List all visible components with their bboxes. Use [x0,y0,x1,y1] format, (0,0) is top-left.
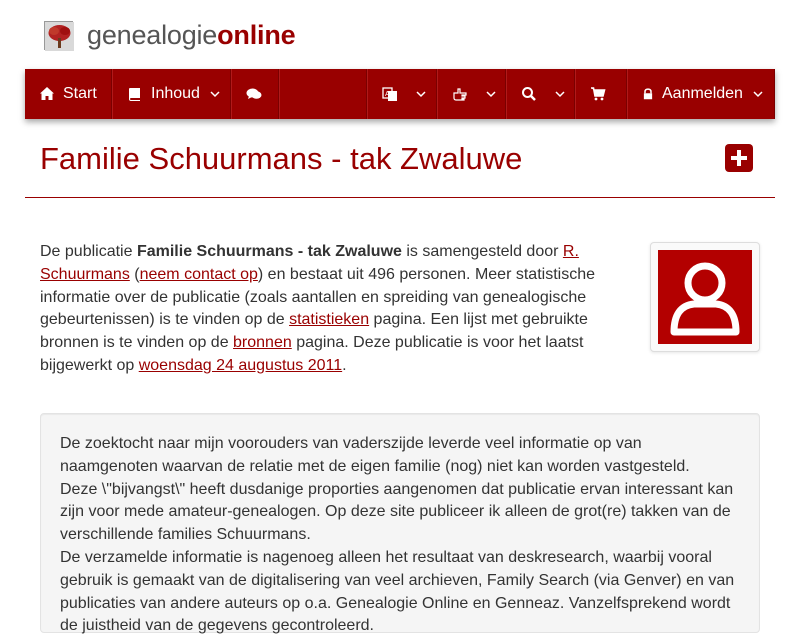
book-icon [127,86,143,102]
main-navbar [25,69,775,119]
intro-text: ) en bestaat uit 496 personen. Meer statistische informatie over de publicatie (zoals aantallen en spreiding van genealogische gebeurtenissen) is te vinden op de [40,265,595,329]
home-icon [39,86,55,102]
author-avatar[interactable] [650,242,760,352]
nav-aanmelden[interactable] [627,69,775,119]
chevron-down-icon [486,89,496,99]
title-divider [25,197,775,198]
svg-text:A: A [385,91,390,98]
logo-text [87,20,295,51]
publication-intro [40,241,610,378]
nav-inhoud[interactable] [112,69,231,119]
shopping-cart-icon [590,86,606,102]
last-updated-link[interactable]: woensdag 24 augustus 2011 [138,356,343,374]
author-link[interactable]: R. Schuurmans [40,243,579,283]
nav-shop[interactable] [575,69,627,119]
intro-text: De publicatie [40,243,137,260]
logo-text-bold: online [217,19,296,50]
user-icon [658,250,752,344]
intro-text: pagina. Een lijst met gebruikte bronnen is te vinden op de [40,311,588,352]
intro-text: is samengesteld door [401,243,563,260]
sources-link[interactable]: bronnen [233,334,292,352]
chevron-down-icon [555,89,565,99]
search-icon [521,86,537,102]
nav-aanmelden-label: Aanmelden [662,85,743,102]
publication-name: Familie Schuurmans - tak Zwaluwe [136,243,402,260]
intro-text: ( [129,265,140,283]
intro-text: . [342,356,347,374]
plus-square-icon[interactable] [725,144,753,172]
chevron-down-icon [210,89,220,99]
page-title: Familie Schuurmans - tak Zwaluwe [40,141,523,176]
publication-description [40,413,760,633]
nav-start[interactable] [25,69,112,119]
nav-spacer [279,69,367,119]
intro-text: pagina. Deze publicatie is voor het laatst bijgewerkt op [40,334,584,374]
nav-search[interactable] [506,69,575,119]
statistics-link[interactable]: statistieken [289,311,370,329]
nav-start-label: Start [63,85,97,102]
chevron-down-icon [753,89,763,99]
language-icon [382,86,398,102]
tree-logo-icon [44,21,73,50]
site-logo[interactable] [44,18,295,52]
comments-icon [246,86,262,102]
hand-point-icon [452,86,468,102]
lock-icon [642,86,654,102]
nav-share[interactable] [437,69,506,119]
nav-inhoud-label: Inhoud [151,85,200,102]
logo-text-plain: genealogie [87,19,218,50]
description-text: De zoektocht naar mijn voorouders van vaderszijde leverde veel informatie op van naamgenoten waarvan de relatie met de eigen familie (nog) niet kan worden vastgesteld. Deze \"bijvangst\" heeft dusdanige proporties aangenomen dat publicatie ervan interessant kan zijn voor mede amateur-genealogen. Op deze site publiceer ik alleen de grot(re) takken van de verschillende families Schuurmans. De verzamelde informatie is nagenoeg alleen het resultaat van deskresearch, waarbij vooral gebruik is gemaakt van de digitalisering van veel archieven, Family Search (via Genver) en van publicaties van andere auteurs op o.a. Genealogie Online en Genneaz. Vanzelfsprekend wordt de juistheid van de gegevens gecontroleerd. [60,435,735,635]
nav-forum[interactable] [231,69,279,119]
nav-language[interactable] [367,69,437,119]
contact-link[interactable]: neem contact op [139,265,258,283]
chevron-down-icon [416,89,426,99]
